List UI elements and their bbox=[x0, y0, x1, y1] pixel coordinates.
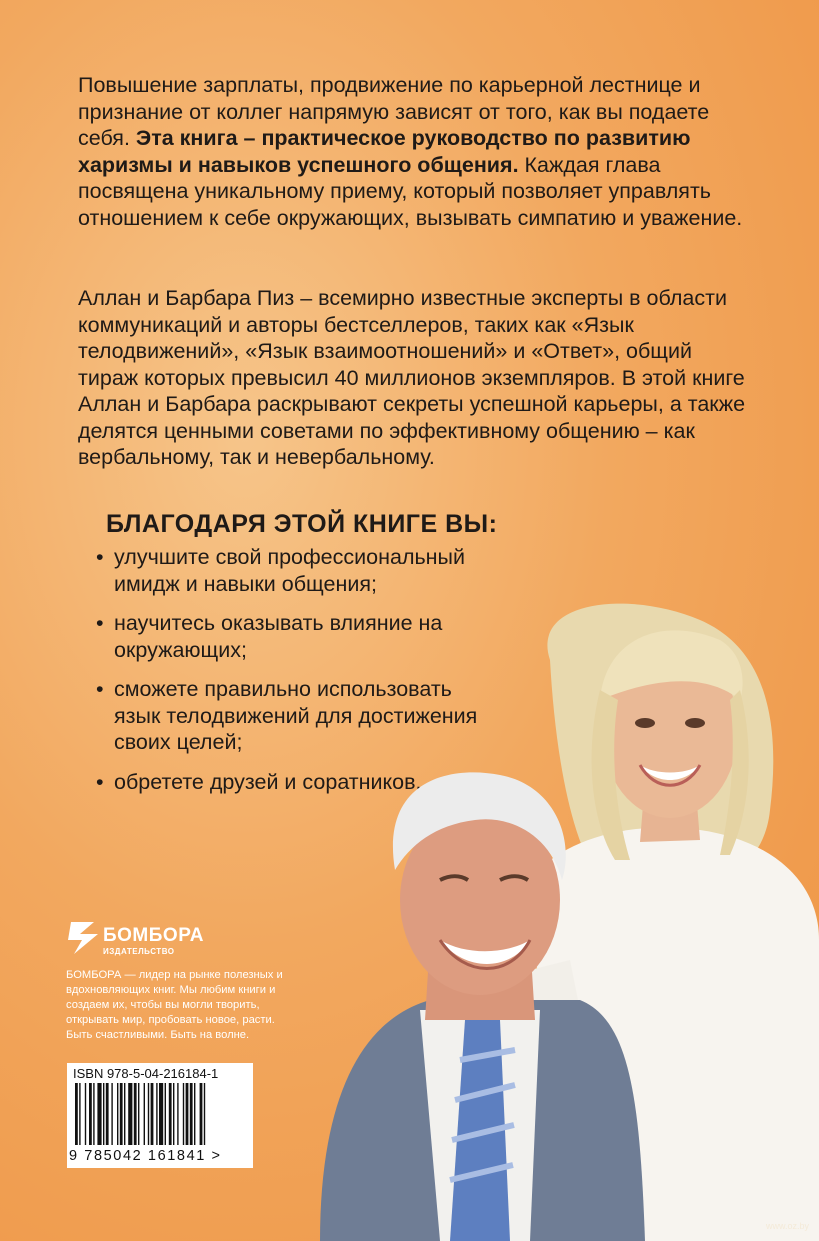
barcode-bar bbox=[200, 1083, 203, 1145]
barcode-bar bbox=[194, 1083, 195, 1145]
barcode-bar bbox=[144, 1083, 145, 1145]
benefit-text: улучшите свой профессиональный имидж и навыки общения; bbox=[114, 545, 466, 596]
barcode-digits: 9 785042 161841 > bbox=[69, 1148, 222, 1164]
intro-text-end: Каждая глава посвящена уникальному приему, который позволяет управлять отношением к себе окружающих, вызывать симпатию и уважение. bbox=[78, 152, 743, 230]
barcode-bar bbox=[186, 1083, 189, 1145]
bullet-icon: • bbox=[96, 769, 104, 794]
barcode-bar bbox=[156, 1083, 157, 1145]
publisher-subtitle: ИЗДАТЕЛЬСТВО bbox=[103, 947, 175, 956]
barcode-bar bbox=[106, 1083, 109, 1145]
barcode-bar bbox=[111, 1083, 112, 1145]
barcode-bar bbox=[103, 1083, 104, 1145]
barcode-bar bbox=[120, 1083, 123, 1145]
bullet-icon: • bbox=[96, 611, 104, 635]
barcode-bar bbox=[151, 1083, 154, 1145]
bullet-icon: • bbox=[96, 677, 104, 701]
authors-photo bbox=[300, 580, 819, 1241]
isbn-label: ISBN 978-5-04-216184-1 bbox=[73, 1066, 219, 1081]
publisher-blurb: БОМБОРА — лидер на рынке полезных и вдохновляющих книг. Мы любим книги и создаем их, чтобы вы могли творить, открывать мир, пробовать новое, расти. Быть счастливыми. Быть на волне. bbox=[66, 969, 283, 1041]
barcode-bar bbox=[173, 1083, 174, 1145]
intro-text-start: Повышение зарплаты, продвижение по карьерной лестнице и признание от коллег напрямую зависят от того, как вы подаете себя. bbox=[78, 73, 710, 150]
barcode-bar bbox=[190, 1083, 193, 1145]
benefit-text: обретете друзей и соратников. bbox=[114, 769, 422, 794]
site-watermark: www.oz.by bbox=[765, 1221, 809, 1231]
intro-paragraph bbox=[78, 72, 758, 231]
barcode-bar bbox=[169, 1083, 172, 1145]
publisher-name: БОМБОРА bbox=[103, 925, 204, 946]
benefit-text: научитесь оказывать влияние на окружающих; bbox=[114, 611, 443, 662]
bullet-icon: • bbox=[96, 545, 104, 569]
isbn-barcode-box bbox=[67, 1063, 253, 1168]
barcode-icon bbox=[73, 1083, 247, 1147]
barcode-bar bbox=[124, 1083, 125, 1145]
barcode-bar bbox=[138, 1083, 139, 1145]
barcode-bar bbox=[177, 1083, 178, 1145]
barcode-bar bbox=[79, 1083, 80, 1145]
barcode-bar bbox=[159, 1083, 163, 1145]
benefit-text: сможете правильно использовать язык телодвижений для достижения своих целей; bbox=[114, 677, 478, 754]
intro-bold-statement: Эта книга – практическое руководство по развитию харизмы и навыков успешного общения. bbox=[78, 126, 691, 177]
barcode-bar bbox=[85, 1083, 86, 1145]
barcode-bar bbox=[134, 1083, 137, 1145]
benefits-title: БЛАГОДАРЯ ЭТОЙ КНИГЕ ВЫ: bbox=[106, 510, 498, 538]
barcode-bar bbox=[128, 1083, 132, 1145]
barcode-bar bbox=[165, 1083, 166, 1145]
barcode-bar bbox=[183, 1083, 184, 1145]
barcode-bar bbox=[93, 1083, 94, 1145]
barcode-bar bbox=[97, 1083, 101, 1145]
barcode-bar bbox=[117, 1083, 118, 1145]
barcode-bar bbox=[148, 1083, 149, 1145]
barcode-bar bbox=[89, 1083, 92, 1145]
barcode-bar bbox=[204, 1083, 205, 1145]
authors-paragraph: Аллан и Барбара Пиз – всемирно известные эксперты в области коммуникаций и авторы бестселлеров, таких как «Язык телодвижений», «Язык взаимоотношений» и «Ответ», общий тираж которых превысил 40 миллионов экземпляров. В этой книге Аллан и Барбара раскрывают секреты успешной карьеры, а также делятся ценными советами по эффективному общению – как вербальному, так и невербальному. bbox=[78, 286, 746, 469]
barcode-bar bbox=[75, 1083, 78, 1145]
